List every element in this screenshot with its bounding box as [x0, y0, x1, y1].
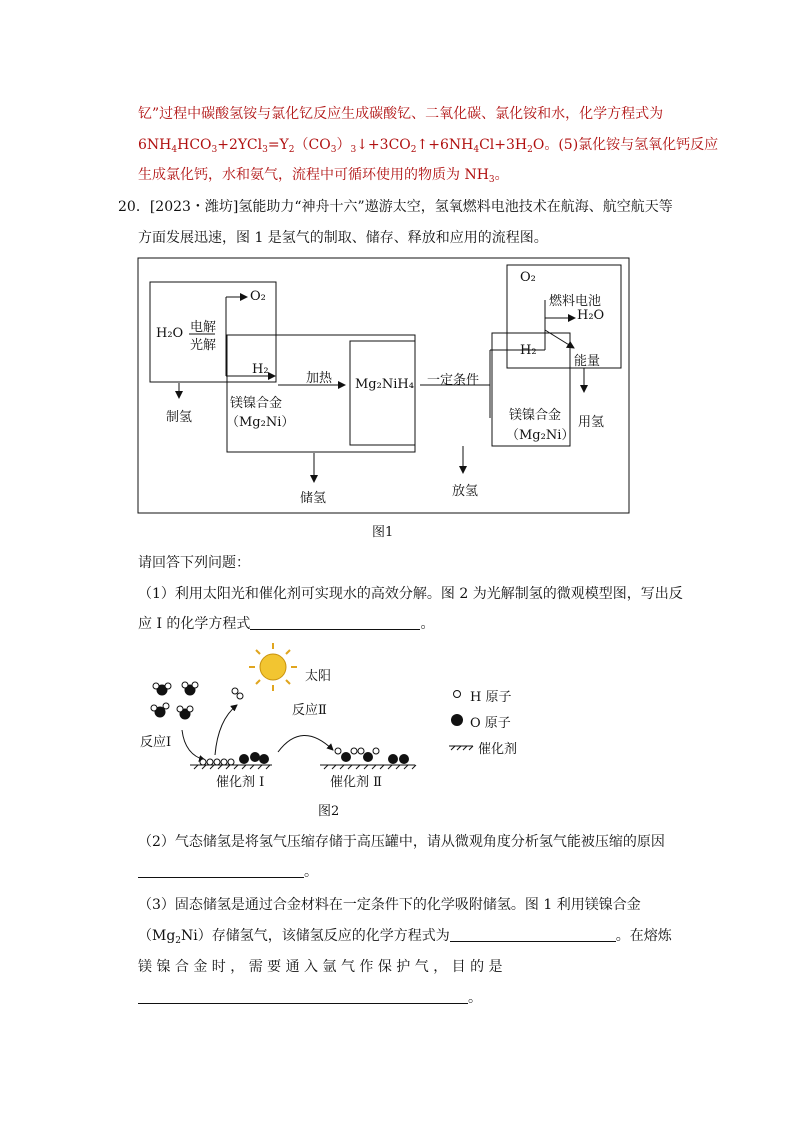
- question-3-line-4: 。: [138, 988, 482, 1008]
- label-h2-right: H₂: [520, 343, 537, 358]
- answer-equation-line: $6NH_4HCO_3+2YCl_3=Y_2(CO_3)_3↓+3CO_2↑+6NH_4Cl+3H_2O$。(5)氯化铵与氢氧化钙反应: [138, 137, 719, 155]
- hydride-box: [350, 341, 415, 445]
- question-3-line-3: 镁 镍 合 金 时 ， 需 要 通 入 氩 气 作 保 护 气 ， 目 的 是: [138, 959, 503, 975]
- figure-1-caption: 图1: [372, 525, 394, 540]
- answer-line-3: 生成氯化钙，水和氨气，流程中可循环使用的物质为 $NH_3$。: [138, 167, 509, 185]
- label-release-h2: 放氢: [452, 484, 479, 499]
- label-o2-right: O₂: [520, 270, 536, 285]
- question-3-line-1: （3）固态储氢是通过合金材料在一定条件下的化学吸附储氢。图 1 利用镁镍合金: [138, 897, 641, 913]
- question-2-line-1: （2）气态储氢是将氢气压缩存储于高压罐中，请从微观角度分析氢气能被压缩的原因: [138, 834, 665, 850]
- answer-prompt: 请回答下列问题：: [138, 555, 250, 571]
- label-reaction-1: 反应I: [140, 735, 172, 750]
- question-20-stem-2: 方面发展迅速，图 1 是氢气的制取、储存、释放和应用的流程图。: [138, 230, 548, 246]
- answer-blank-4[interactable]: [138, 989, 468, 1004]
- label-reaction-2: 反应Ⅱ: [292, 703, 327, 718]
- question-source: [2023・潍坊]: [149, 199, 239, 215]
- label-alloy-left-1: 镁镍合金: [230, 396, 283, 411]
- question-2-line-2: 。: [138, 862, 318, 882]
- label-store-h2: 储氢: [300, 491, 327, 506]
- legend-catalyst: 催化剂: [478, 742, 518, 757]
- label-hydride: Mg₂NiH₄: [355, 377, 414, 392]
- legend-o-atom: O 原子: [470, 716, 511, 731]
- label-h2-left: H₂: [252, 362, 269, 377]
- label-heat: 加热: [306, 371, 333, 386]
- question-3-line-2: $(Mg_2Ni)$存储氢气，该储氢反应的化学方程式为 。在熔炼: [138, 928, 672, 946]
- label-energy: 能量: [574, 354, 601, 369]
- figure-2-caption: 图2: [318, 804, 340, 819]
- label-water-out: H₂O: [577, 308, 605, 323]
- label-alloy-right-2: （Mg₂Ni）: [506, 428, 575, 443]
- question-20-stem: 20．[2023・潍坊]氢能助力“神舟十六”遨游太空，氢氧燃料电池技术在航海、航空航天等: [118, 199, 673, 215]
- label-catalyst-1: 催化剂 I: [216, 775, 265, 790]
- question-number: 20．: [118, 199, 150, 215]
- answer-line-1: 钇”过程中碳酸氢铵与氯化钇反应生成碳酸钇、二氧化碳、氯化铵和水，化学方程式为: [138, 106, 664, 122]
- label-make-h2: 制氢: [166, 410, 193, 425]
- answer-blank-3[interactable]: [450, 927, 616, 942]
- label-electrolysis: 电解: [190, 320, 217, 335]
- question-1-line-1: （1）利用太阳光和催化剂可实现水的高效分解。图 2 为光解制氢的微观模型图，写出反: [138, 586, 683, 602]
- label-o2-left: O₂: [250, 289, 266, 304]
- answer-blank-1[interactable]: [250, 615, 420, 630]
- label-h2o: H₂O: [156, 326, 184, 341]
- label-alloy-right-1: 镁镍合金: [509, 408, 562, 423]
- question-1-line-2: 应 I 的化学方程式 。: [138, 616, 435, 632]
- label-fuel-cell: 燃料电池: [549, 294, 602, 309]
- legend-h-atom: H 原子: [470, 690, 512, 705]
- label-alloy-left-2: （Mg₂Ni）: [226, 415, 295, 430]
- label-condition: 一定条件: [427, 373, 480, 388]
- label-sun: 太阳: [305, 669, 332, 684]
- label-catalyst-2: 催化剂 Ⅱ: [330, 775, 382, 790]
- label-use-h2: 用氢: [578, 415, 605, 430]
- label-photolysis: 光解: [190, 338, 217, 353]
- answer-blank-2[interactable]: [138, 863, 304, 878]
